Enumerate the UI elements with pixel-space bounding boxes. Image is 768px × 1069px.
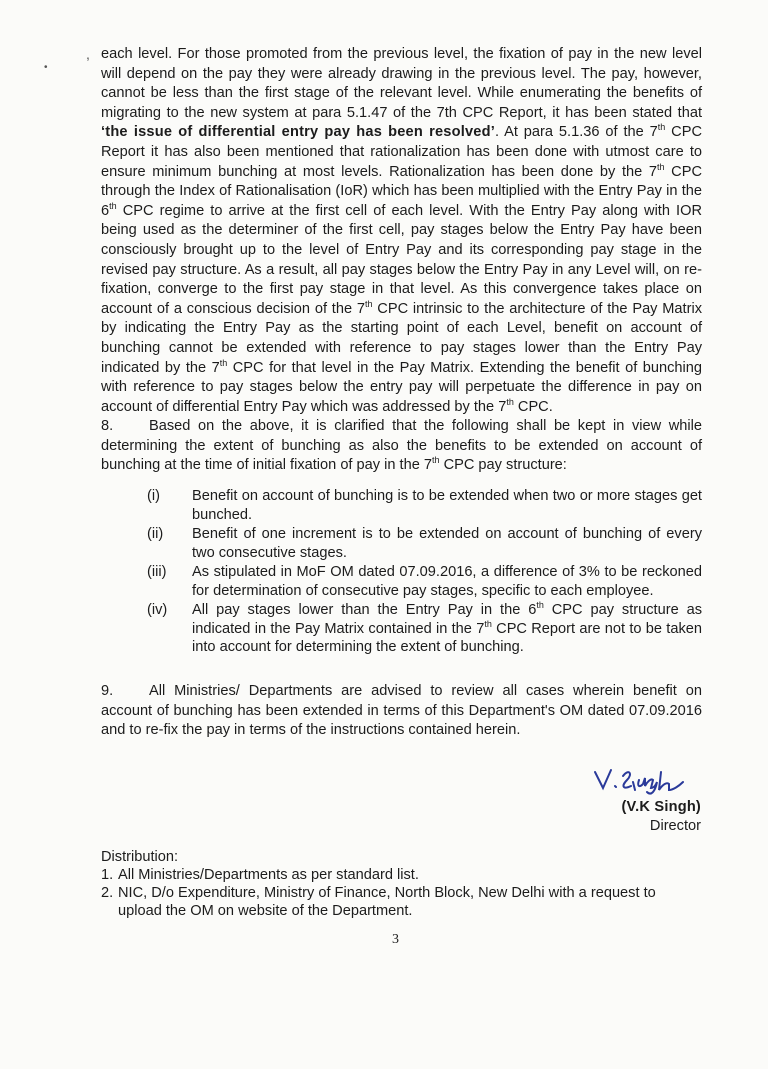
text-segment: CPC for that level in the Pay Matrix. Extending the benefit of bunching with reference to pay stages below the entry pay will perpetuate the difference in pay on account of differential Entry Pay which was addressed by the 7 xyxy=(101,359,702,415)
item-text: NIC, D/o Expenditure, Ministry of Finance, North Block, New Delhi with a request to upload the OM on website of the Department. xyxy=(118,885,656,919)
ordinal-suffix: th xyxy=(506,396,514,407)
paragraph-8 xyxy=(101,417,702,476)
scan-mark: , xyxy=(86,46,90,62)
text-segment: CPC intrinsic to the architecture of the Pay Matrix by indicating the Entry Pay as the starting point of each Level, benefit on account of bunching cannot be extended with reference to pay stages lower than the Entry Pay indicated by the 7 xyxy=(101,300,703,376)
signatory-designation: Director xyxy=(649,818,701,834)
distribution-list xyxy=(101,848,702,920)
list-item-text xyxy=(192,563,702,600)
paragraph-number: 8. xyxy=(101,418,114,434)
emphasized-text: ‘the issue of differential entry pay has been resolved’ xyxy=(101,124,495,141)
text-segment: Benefit on account of bunching is to be extended when two or more stages get bunched. xyxy=(192,488,702,523)
text-segment: CPC pay structure: xyxy=(439,457,567,474)
roman-numeral: (i) xyxy=(147,488,160,504)
ordinal-suffix: th xyxy=(484,618,492,629)
ordinal-suffix: th xyxy=(365,298,373,309)
roman-numeral: (iii) xyxy=(147,564,167,580)
text-segment: CPC. xyxy=(513,398,553,415)
item-text: All Ministries/Departments as per standard list. xyxy=(118,867,419,883)
text-segment: CPC regime to arrive at the first cell of each level. With the Entry Pay along with IOR being used as the determiner of the first cell, pay stages below the Entry Pay have been consciously brought up to the level of Entry Pay and its corresponding pay stage in the revised pay structure. As a result, all pay stages below the Entry Pay in any Level will, on re-fixation, converge to the first pay stage in that level. As this convergence takes place on account of a conscious decision of the 7 xyxy=(101,202,702,317)
text-segment: CPC pay structure as indicated in the Pay Matrix contained in the 7 xyxy=(192,602,703,637)
handwritten-signature xyxy=(591,762,701,798)
ordinal-suffix: th xyxy=(536,600,544,610)
paragraph-9-text xyxy=(101,683,702,738)
ordinal-suffix: th xyxy=(432,455,440,466)
list-item-text xyxy=(192,525,702,562)
paragraph-number: 9. xyxy=(101,683,114,699)
item-number: 2. xyxy=(101,885,114,901)
list-item-text xyxy=(192,487,702,524)
ordinal-suffix: th xyxy=(657,161,665,172)
distribution-item xyxy=(101,884,702,920)
ordinal-suffix: th xyxy=(219,357,228,368)
list-item xyxy=(147,487,702,524)
ordinal-suffix: th xyxy=(657,122,666,133)
text-segment: Based on the above, it is clarified that the following shall be kept in view while determining the extent of bunching as also the benefits to be extended on account of bunching at the time of initial fixation of pay in the 7 xyxy=(101,418,702,474)
text-segment: each level. For those promoted from the previous level, the fixation of pay in the new level will depend on the pay they were already drawing in the previous level. The pay, however, cannot be less than the first stage of the relevant level. While enumerating the benefits of migrating to the new system at para 5.1.47 of the 7th CPC Report, it has been stated that xyxy=(101,46,702,121)
text-segment: All pay stages lower than the Entry Pay in the 6 xyxy=(192,602,537,618)
list-item xyxy=(147,525,702,562)
page-number: 3 xyxy=(392,932,399,947)
signatory-name: (V.K Singh) xyxy=(621,799,701,815)
scan-mark: • xyxy=(44,62,48,73)
item-number: 1. xyxy=(101,867,114,883)
text-segment: CPC Report it has also been mentioned that rationalization has been done with utmost care to ensure minimum bunching at most levels. Rationalization has been done by the 7 xyxy=(101,124,702,180)
text-segment: . At para 5.1.36 of the 7 xyxy=(494,124,658,141)
text-segment: As stipulated in MoF OM dated 07.09.2016, a difference of 3% to be reckoned for determination of consecutive pay stages, specific to each employee. xyxy=(192,564,702,599)
text-segment: Benefit of one increment is to be extended on account of bunching of every two consecutive stages. xyxy=(192,526,702,561)
list-item xyxy=(147,601,702,657)
distribution-heading: Distribution: xyxy=(101,849,179,865)
clarification-list xyxy=(147,487,702,658)
ordinal-suffix: th xyxy=(109,200,117,211)
paragraph-8-text xyxy=(101,418,702,473)
text-segment: CPC through the Index of Rationalisation (IoR) which has been multiplied with the Entry Pay in the 6 xyxy=(101,163,702,219)
text-segment: CPC Report are not to be taken into account for determining the extent of bunching. xyxy=(192,620,703,655)
list-item-text xyxy=(192,601,702,657)
paragraph-continued xyxy=(101,45,702,417)
paragraph-9 xyxy=(101,682,702,741)
roman-numeral: (ii) xyxy=(147,526,164,542)
text-segment: All Ministries/ Departments are advised to review all cases wherein benefit on account of bunching has been extended in terms of this Department's OM dated 07.09.2016 and to re-fix the pay in terms of the instructions contained herein. xyxy=(101,683,702,739)
distribution-item xyxy=(101,866,702,884)
signature-block xyxy=(591,762,701,836)
list-item xyxy=(147,563,702,600)
roman-numeral: (iv) xyxy=(147,602,168,618)
